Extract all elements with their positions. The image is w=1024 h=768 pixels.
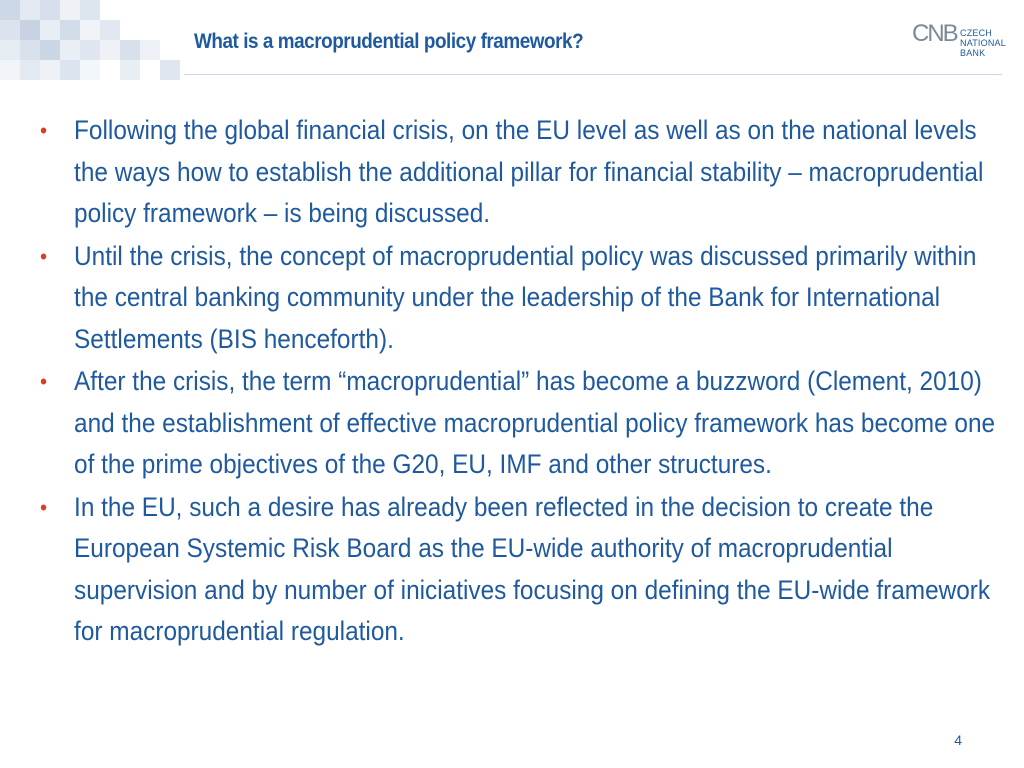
cnb-logo	[912, 20, 1012, 64]
mosaic-tile	[40, 0, 60, 20]
mosaic-tile	[40, 20, 60, 40]
mosaic-tile	[100, 40, 120, 60]
mosaic-tile	[160, 60, 180, 80]
mosaic-tile	[20, 0, 40, 20]
mosaic-tile	[120, 40, 140, 60]
mosaic-tile	[40, 60, 60, 80]
bullet-item	[40, 361, 1003, 486]
bullet-marker: •	[40, 494, 48, 520]
bullet-text: Until the crisis, the concept of macroprudential policy was discussed primarily within the central banking community under the leadership of the Bank for International Settlements (BIS henceforth).	[74, 240, 977, 354]
corner-mosaic-decoration	[0, 0, 200, 80]
slide-title: What is a macroprudential policy framework?	[194, 30, 584, 53]
mosaic-tile	[40, 40, 60, 60]
mosaic-tile	[60, 20, 80, 40]
mosaic-tile	[0, 0, 20, 20]
mosaic-tile	[100, 20, 120, 40]
bullet-marker: •	[40, 369, 48, 394]
bullet-marker: •	[40, 118, 48, 143]
cnb-logo-text	[960, 28, 1012, 58]
page-number: 4	[954, 732, 962, 748]
mosaic-tile	[60, 60, 80, 80]
cnb-logo-line1: CZECH	[960, 28, 992, 38]
mosaic-tile	[80, 40, 100, 60]
cnb-logo-mark: CNB	[912, 20, 957, 47]
mosaic-tile	[80, 20, 100, 40]
title-divider	[184, 74, 1002, 75]
mosaic-tile	[80, 0, 100, 20]
bullet-item	[40, 236, 1003, 361]
bullet-item	[40, 487, 1003, 653]
mosaic-tile	[20, 60, 40, 80]
bullet-marker: •	[40, 243, 48, 269]
bullet-text: Following the global financial crisis, on the EU level as well as on the national levels the ways how to establish the additional pillar for financial stability – macroprudential policy framework – is being discussed.	[74, 115, 984, 228]
bullet-item	[40, 110, 1003, 235]
mosaic-tile	[0, 60, 20, 80]
mosaic-tile	[60, 40, 80, 60]
mosaic-tile	[120, 60, 140, 80]
cnb-logo-line2: NATIONAL BANK	[960, 38, 1006, 58]
mosaic-tile	[20, 20, 40, 40]
mosaic-tile	[20, 40, 40, 60]
bullet-text: In the EU, such a desire has already been reflected in the decision to create the European Systemic Risk Board as the EU-wide authority of macroprudential supervision and by number of iniciatives focusing on defining the EU-wide framework for macroprudential regulation.	[74, 491, 991, 646]
mosaic-tile	[80, 60, 100, 80]
mosaic-tile	[140, 40, 160, 60]
mosaic-tile	[0, 20, 20, 40]
bullet-list	[40, 110, 996, 654]
bullet-text: After the crisis, the term “macroprudential” has become a buzzword (Clement, 2010) and the establishment of effective macroprudential policy framework has become one of the prime objectives of the G20, EU, IMF and other structures.	[74, 366, 996, 479]
mosaic-tile	[60, 0, 80, 20]
mosaic-tile	[0, 40, 20, 60]
